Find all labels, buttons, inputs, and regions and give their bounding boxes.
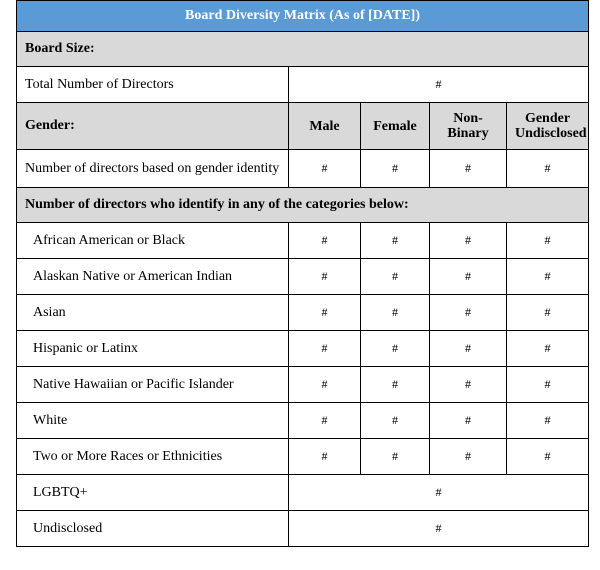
category-label: African American or Black [17,223,289,259]
total-directors-value: # [289,67,589,103]
category-value-non-binary: # [430,259,507,295]
total-directors-row [17,67,589,103]
lgbtq-value: # [289,475,589,511]
gender-identity-undisclosed: # [507,150,589,188]
undisclosed-row [17,511,589,547]
category-value-non-binary: # [430,331,507,367]
category-value-male: # [289,403,361,439]
title-row [17,1,589,32]
category-value-undisclosed: # [507,439,589,475]
category-value-female: # [361,331,430,367]
board-diversity-matrix [16,0,589,547]
column-header-female: Female [361,103,430,150]
category-value-non-binary: # [430,367,507,403]
table-row [17,259,589,295]
category-label: Alaskan Native or American Indian [17,259,289,295]
undisclosed-label: Undisclosed [17,511,289,547]
category-label: Asian [17,295,289,331]
table-row [17,223,589,259]
category-value-undisclosed: # [507,223,589,259]
board-size-label: Board Size: [17,32,589,67]
category-value-undisclosed: # [507,331,589,367]
gender-identity-female: # [361,150,430,188]
table-row [17,331,589,367]
category-value-non-binary: # [430,403,507,439]
category-value-undisclosed: # [507,259,589,295]
category-value-male: # [289,259,361,295]
category-value-female: # [361,439,430,475]
lgbtq-row [17,475,589,511]
category-label: Two or More Races or Ethnicities [17,439,289,475]
column-header-male: Male [289,103,361,150]
gender-section [17,103,589,150]
category-value-non-binary: # [430,223,507,259]
board-size-section [17,32,589,67]
matrix-title: Board Diversity Matrix (As of [DATE]) [17,1,589,32]
category-value-female: # [361,367,430,403]
category-value-female: # [361,403,430,439]
category-value-undisclosed: # [507,295,589,331]
category-value-undisclosed: # [507,367,589,403]
total-directors-label: Total Number of Directors [17,67,289,103]
category-value-male: # [289,367,361,403]
categories-label: Number of directors who identify in any of the categories below: [17,188,589,223]
gender-identity-row [17,150,589,188]
gender-identity-male: # [289,150,361,188]
category-value-female: # [361,223,430,259]
table-row [17,295,589,331]
categories-section [17,188,589,223]
category-value-male: # [289,331,361,367]
column-header-non-binary: Non-Binary [430,103,507,150]
category-label: White [17,403,289,439]
table-row [17,367,589,403]
lgbtq-label: LGBTQ+ [17,475,289,511]
category-label: Native Hawaiian or Pacific Islander [17,367,289,403]
gender-label: Gender: [17,103,289,150]
category-label: Hispanic or Latinx [17,331,289,367]
category-value-male: # [289,223,361,259]
gender-identity-label: Number of directors based on gender identity [17,150,289,188]
category-value-non-binary: # [430,439,507,475]
undisclosed-value: # [289,511,589,547]
category-value-female: # [361,295,430,331]
gender-identity-non-binary: # [430,150,507,188]
column-header-gender-undisclosed: Gender Undisclosed [507,103,589,150]
table-row [17,403,589,439]
category-value-male: # [289,439,361,475]
table-row [17,439,589,475]
category-value-non-binary: # [430,295,507,331]
category-value-male: # [289,295,361,331]
category-value-undisclosed: # [507,403,589,439]
category-value-female: # [361,259,430,295]
